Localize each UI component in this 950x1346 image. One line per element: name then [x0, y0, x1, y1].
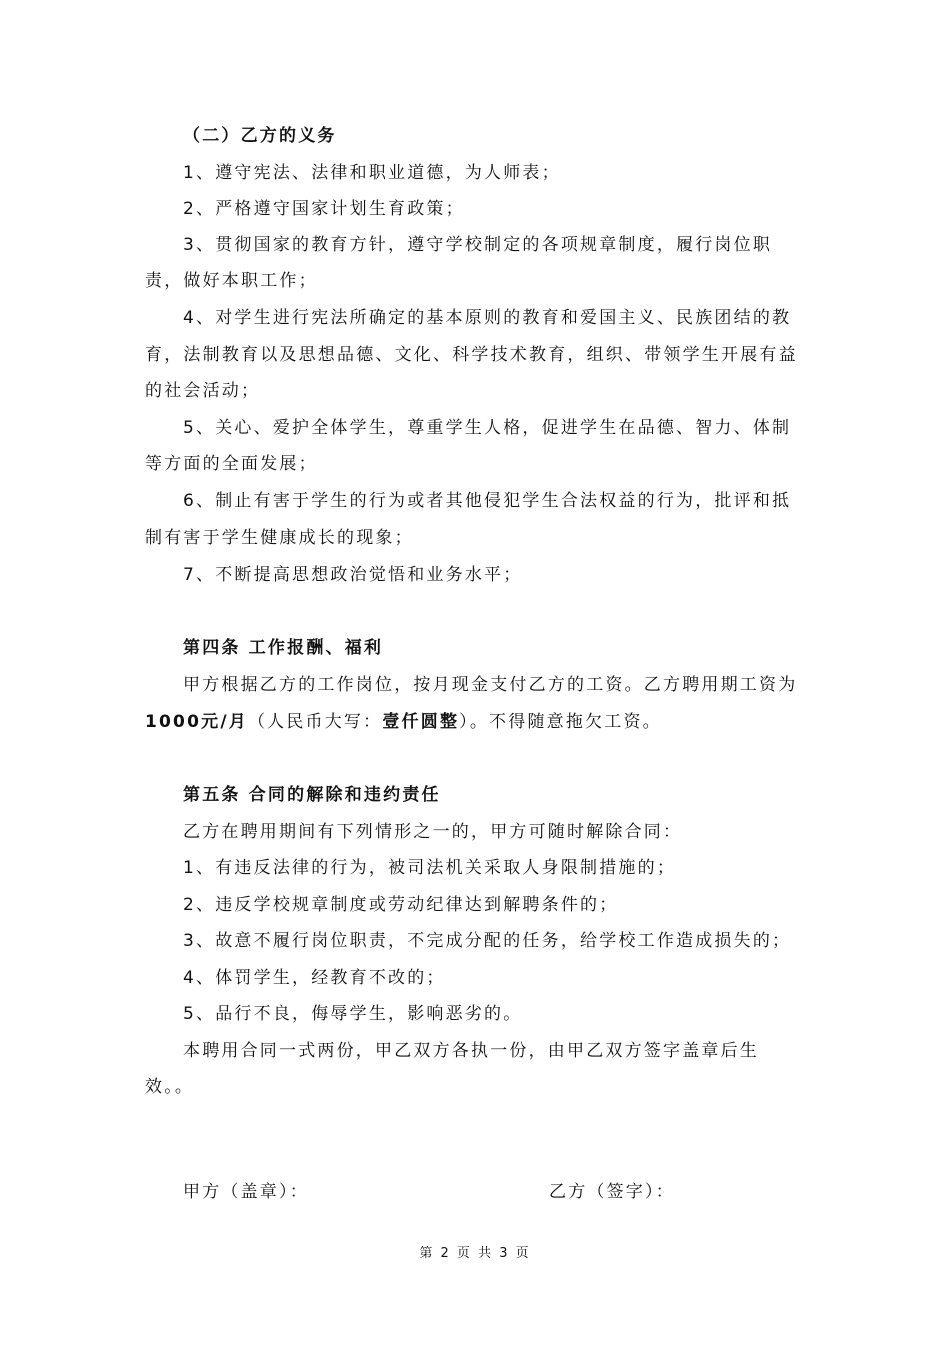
closing-line-1: 本聘用合同一式两份，甲乙双方各执一份，由甲乙双方签字盖章后生 — [183, 1041, 759, 1061]
termination-item-1: 1、有违反法律的行为，被司法机关采取人身限制措施的； — [183, 858, 677, 878]
termination-item-2: 2、违反学校规章制度或劳动纪律达到解聘条件的； — [183, 895, 619, 915]
duty-item-7: 7、不断提高思想政治觉悟和业务水平； — [183, 565, 523, 585]
duty-item-5-line-2: 等方面的全面发展； — [145, 454, 318, 474]
duty-item-4-line-3: 的社会活动； — [145, 381, 261, 401]
duty-item-3-line-2: 责，做好本职工作； — [145, 271, 318, 291]
duty-item-6-line-2: 制有害于学生健康成长的现象； — [145, 528, 414, 548]
termination-item-4: 4、体罚学生，经教育不改的； — [183, 968, 446, 988]
article-4-paragraph-line-1: 甲方根据乙方的工作岗位，按月现金支付乙方的工资。乙方聘用期工资为 — [183, 675, 798, 695]
rmb-prefix: （人民币大写： — [247, 712, 383, 732]
duty-item-4-line-1: 4、对学生进行宪法所确定的基本原则的教育和爱国主义、民族团结的教 — [183, 308, 792, 328]
duty-item-4-line-2: 育，法制教育以及思想品德、文化、科学技术教育，组织、带领学生开展有益 — [145, 345, 798, 365]
duty-item-5-line-1: 5、关心、爱护全体学生，尊重学生人格，促进学生在品德、智力、体制 — [183, 418, 792, 438]
section-heading-duties: （二）乙方的义务 — [183, 126, 337, 146]
party-b-signature-label: 乙方（签字）： — [549, 1182, 675, 1202]
rmb-suffix: ）。不得随意拖欠工资。 — [459, 712, 662, 732]
article-5-heading: 第五条 合同的解除和违约责任 — [183, 785, 441, 805]
duty-item-1: 1、遵守宪法、法律和职业道德，为人师表； — [183, 163, 561, 183]
salary-amount: 1000元/月 — [145, 712, 248, 732]
article-5-intro: 乙方在聘用期间有下列情形之一的，甲方可随时解除合同： — [183, 822, 683, 842]
termination-item-3: 3、故意不履行岗位职责，不完成分配的任务，给学校工作造成损失的； — [183, 931, 792, 951]
termination-item-5: 5、品行不良，侮辱学生，影响恶劣的。 — [183, 1004, 523, 1024]
duty-item-6-line-1: 6、制止有害于学生的行为或者其他侵犯学生合法权益的行为，批评和抵 — [183, 491, 792, 511]
article-4-paragraph-line-2 — [145, 710, 662, 734]
closing-line-2: 效。。 — [145, 1077, 195, 1097]
duty-item-3-line-1: 3、贯彻国家的教育方针，遵守学校制定的各项规章制度，履行岗位职 — [183, 235, 773, 255]
rmb-amount: 壹仟圆整 — [382, 712, 460, 732]
article-4-heading: 第四条 工作报酬、福利 — [183, 638, 384, 658]
page-number: 第 2 页 共 3 页 — [419, 1246, 531, 1261]
duty-item-2: 2、严格遵守国家计划生育政策； — [183, 199, 465, 219]
party-a-signature-label: 甲方（盖章）： — [183, 1182, 309, 1202]
